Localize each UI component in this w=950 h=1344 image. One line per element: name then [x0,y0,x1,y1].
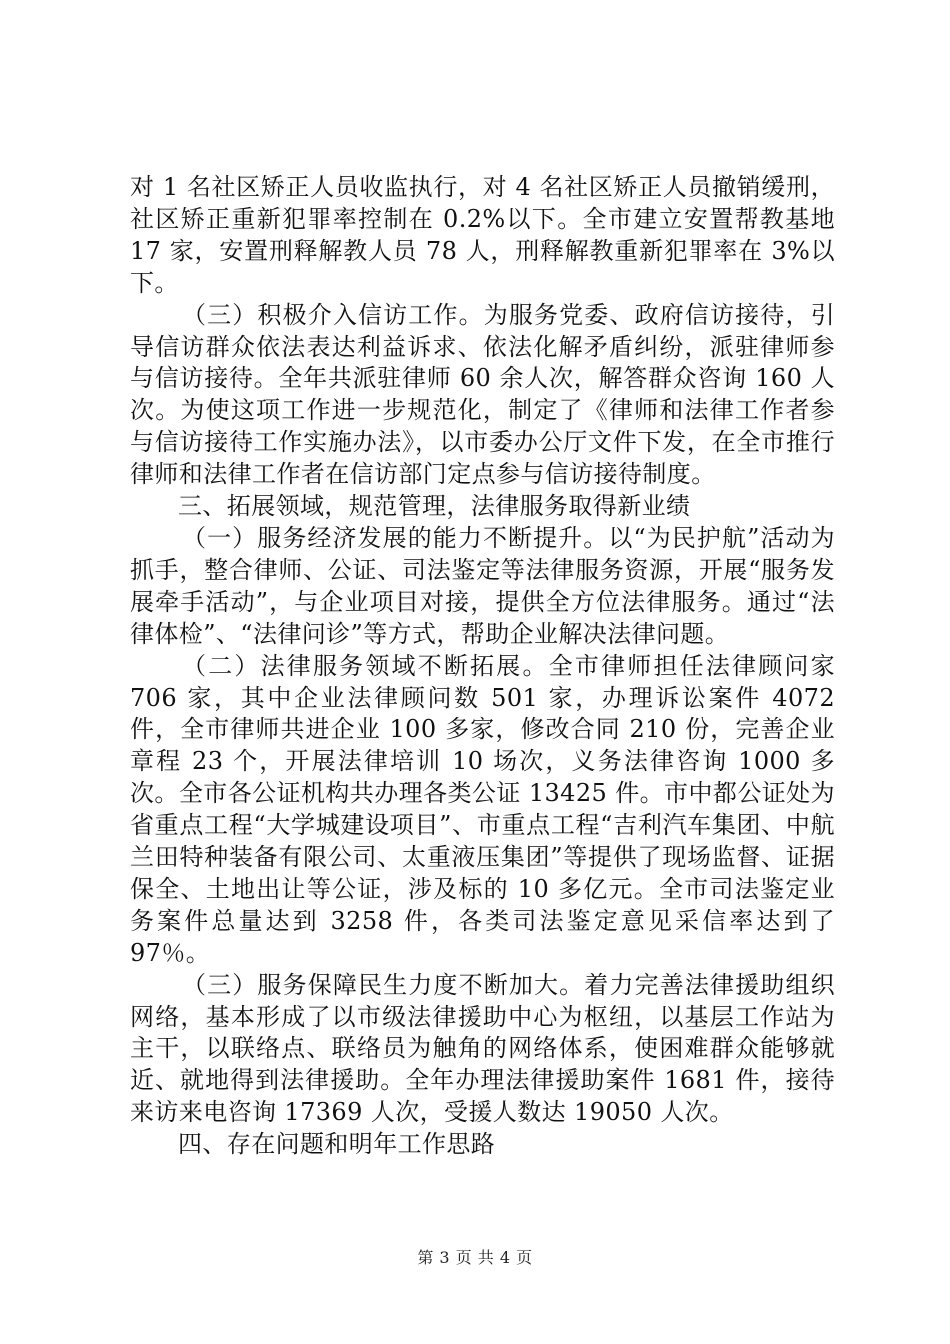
document-body [130,172,835,1161]
paragraph-community-correction: 对 1 名社区矫正人员收监执行，对 4 名社区矫正人员撤销缓刑，社区矫正重新犯罪率控制在 0.2%以下。全市建立安置帮教基地 17 家，安置刑释解教人员 78 人，刑释解教重新犯罪率在 3%以下。 [130,173,835,297]
paragraph-livelihood-support: （三）服务保障民生力度不断加大。着力完善法律援助组织网络，基本形成了以市级法律援助中心为枢纽，以基层工作站为主干，以联络点、联络员为触角的网络体系，使困难群众能够就近、就地得到法律援助。全年办理法律援助案件 1681 件，接待来访来电咨询 17369 人次，受援人数达 19050 人次。 [130,970,835,1127]
page-footer: 第 3 页 共 4 页 [417,1248,533,1267]
paragraph-economic-development: （一）服务经济发展的能力不断提升。以“为民护航”活动为抓手，整合律师、公证、司法鉴定等法律服务资源，开展“服务发展牵手活动”，与企业项目对接，提供全方位法律服务。通过“法律体检”、“法律问诊”等方式，帮助企业解决法律问题。 [130,523,835,648]
section-heading-problems-next-year: 四、存在问题和明年工作思路 [178,1130,496,1159]
paragraph-petition-work: （三）积极介入信访工作。为服务党委、政府信访接待，引导信访群众依法表达利益诉求、依法化解矛盾纠纷，派驻律师参与信访接待。全年共派驻律师 60 余人次，解答群众咨询 160 人次。为使这项工作进一步规范化，制定了《律师和法律工作者参与信访接待工作实施办法》，以市委办公厅文件下发，在全市推行律师和法律工作者在信访部门定点参与信访接待制度。 [130,300,835,489]
section-heading-legal-services: 三、拓展领域，规范管理，法律服务取得新业绩 [178,492,691,521]
paragraph-service-expansion: （二）法律服务领域不断拓展。全市律师担任法律顾问家 706 家，其中企业法律顾问数 501 家，办理诉讼案件 4072 件，全市律师共进企业 100 多家，修改合同 210 份，完善企业章程 23 个，开展法律培训 10 场次，义务法律咨询 1000 多次。全市各公证机构共办理各类公证 13425 件。市中都公证处为省重点工程“大学城建设项目”、市重点工程“吉利汽车集团、中航兰田特种装备有限公司、太重液压集团”等提供了现场监督、证据保全、土地出让等公证，涉及标的 10 多亿元。全市司法鉴定业务案件总量达到 3258 件，各类司法鉴定意见采信率达到了 97％。 [130,651,835,967]
